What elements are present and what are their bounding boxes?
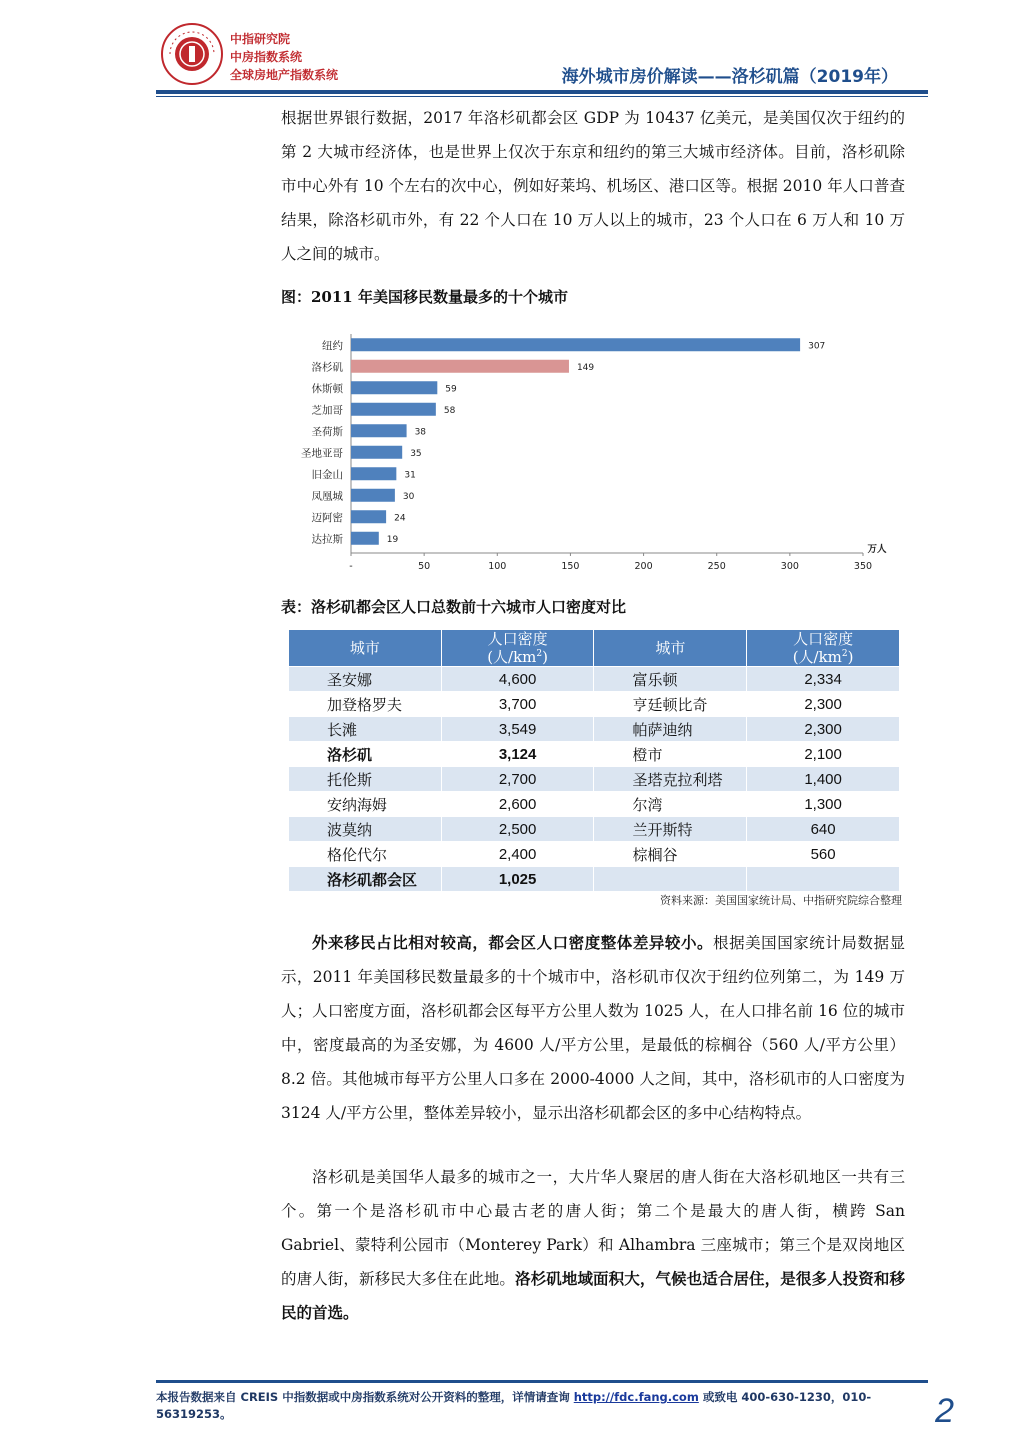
org-line: 中指研究院 (230, 32, 291, 46)
bar (351, 446, 402, 459)
header-density-close: ) (847, 647, 854, 666)
logo-icon (160, 22, 224, 86)
org-names (230, 30, 338, 84)
city-cell: 加登格罗夫 (289, 692, 442, 717)
data-label: 31 (404, 470, 416, 481)
density-cell: 2,600 (441, 792, 594, 817)
table-source: 资料来源：美国国家统计局、中指研究院综合整理 (660, 894, 902, 907)
table-header-row (289, 630, 900, 667)
data-label: 58 (443, 405, 456, 416)
table-row (289, 667, 900, 692)
data-label: 24 (394, 513, 406, 524)
city-cell: 兰开斯特 (594, 817, 747, 842)
header-density (747, 630, 900, 667)
density-cell: 3,700 (441, 692, 594, 717)
bar (351, 424, 407, 437)
bar (351, 532, 379, 545)
x-tick-label: 250 (707, 561, 726, 572)
report-title: 海外城市房价解读——洛杉矶篇（2019年） (561, 67, 898, 87)
footer-text: 本报告数据来自 CREIS 中指数据或中房指数系统对公开资料的整理，详情请查询 (156, 1390, 574, 1404)
unit-label: 万人 (867, 544, 887, 555)
category-label: 休斯顿 (311, 382, 343, 395)
header-density-sup: 2 (536, 648, 543, 659)
city-cell: 橙市 (594, 742, 747, 767)
category-label: 迈阿密 (311, 511, 343, 524)
category-label: 洛杉矶 (311, 361, 343, 374)
header-density-unit: (人/km (487, 647, 537, 666)
density-cell: 2,300 (747, 692, 900, 717)
city-cell: 格伦代尔 (289, 842, 442, 867)
x-tick-label: 300 (780, 561, 799, 572)
paragraph-chinatown (281, 1160, 905, 1330)
table-row (289, 867, 900, 892)
bar (351, 467, 396, 480)
bar (351, 338, 800, 351)
paragraph-immigration (281, 926, 905, 1130)
density-cell: 4,600 (441, 667, 594, 692)
immigration-bar-chart (281, 328, 901, 578)
density-cell (747, 867, 900, 892)
page-number: 2 (935, 1392, 954, 1430)
bar (351, 403, 436, 416)
density-cell: 2,400 (441, 842, 594, 867)
table-title: 表：洛杉矶都会区人口总数前十六城市人口密度对比 (281, 598, 627, 616)
data-label: 149 (576, 362, 595, 373)
city-cell: 亨廷顿比奇 (594, 692, 747, 717)
paragraph-conclusion: 洛杉矶地域面积大，气候也适合居住，是很多人投资和移民的首选。 (281, 1269, 905, 1322)
density-cell: 2,500 (441, 817, 594, 842)
table-row (289, 692, 900, 717)
table-row (289, 842, 900, 867)
table-row (289, 817, 900, 842)
x-tick-label: - (349, 561, 353, 572)
density-cell: 640 (747, 817, 900, 842)
x-tick-label: 200 (634, 561, 653, 572)
category-label: 纽约 (322, 339, 343, 352)
x-tick-label: 100 (488, 561, 507, 572)
city-cell: 富乐顿 (594, 667, 747, 692)
table-row (289, 767, 900, 792)
x-tick-label: 50 (418, 561, 431, 572)
data-label: 19 (386, 534, 399, 545)
figure-title: 图：2011 年美国移民数量最多的十个城市 (281, 288, 568, 306)
city-cell: 托伦斯 (289, 767, 442, 792)
category-label: 圣荷斯 (311, 425, 343, 438)
density-cell: 1,025 (441, 867, 594, 892)
bar (351, 381, 437, 394)
density-cell: 560 (747, 842, 900, 867)
paragraph-lead: 外来移民占比相对较高，都会区人口密度整体差异较小。 (312, 933, 714, 952)
paragraph-body: 根据美国国家统计局数据显示，2011 年美国移民数量最多的十个城市中，洛杉矶市仅次于纽约位列第二，为 149 万人；人口密度方面，洛杉矶都会区每平方公里人数为 1025 人，在人口排名前 16 位的城市中，密度最高的为圣安娜，为 4600 人/平方公里，是最低的棕榈谷（560 人/平方公里）8.2 倍。其他城市每平方公里人口多在 2000-4000 人之间，其中，洛杉矶市的人口密度为 3124 人/平方公里，整体差异较小，显示出洛杉矶都会区的多中心结构特点。 (281, 934, 905, 1122)
city-cell: 长滩 (289, 717, 442, 742)
city-cell: 帕萨迪纳 (594, 717, 747, 742)
bar (351, 360, 569, 373)
paragraph-gdp: 根据世界银行数据，2017 年洛杉矶都会区 GDP 为 10437 亿美元，是美国仅次于纽约的第 2 大城市经济体，也是世界上仅次于东京和纽约的第三大城市经济体。目前，洛杉矶除市中心外有 10 个左右的次中心，例如好莱坞、机场区、港口区等。根据 2010 年人口普查结果，除洛杉矶市外，有 22 个人口在 10 万人以上的城市，23 个人口在 6 万人和 10 万人之间的城市。 (281, 109, 905, 263)
density-cell: 1,400 (747, 767, 900, 792)
data-label: 38 (414, 427, 427, 438)
footer-note (156, 1389, 926, 1423)
header-density (441, 630, 594, 667)
density-cell: 3,124 (441, 742, 594, 767)
density-cell: 3,549 (441, 717, 594, 742)
header-density-label: 人口密度 (487, 629, 548, 648)
table-row (289, 717, 900, 742)
city-cell: 安纳海姆 (289, 792, 442, 817)
header-city: 城市 (594, 630, 747, 667)
bar (351, 489, 395, 502)
density-table (288, 629, 900, 892)
x-tick-label: 350 (853, 561, 873, 572)
footer-link[interactable]: http://fdc.fang.com (573, 1390, 699, 1404)
category-label: 旧金山 (311, 468, 343, 481)
header-divider (156, 90, 928, 94)
density-cell: 2,700 (441, 767, 594, 792)
category-label: 芝加哥 (311, 404, 343, 417)
city-cell (594, 867, 747, 892)
city-cell: 圣塔克拉利塔 (594, 767, 747, 792)
x-tick-label: 150 (561, 561, 580, 572)
header-divider-thin (156, 96, 928, 97)
org-line: 中房指数系统 (230, 50, 303, 64)
header-density-label: 人口密度 (793, 629, 854, 648)
header-density-close: ) (542, 647, 549, 666)
city-cell: 洛杉矶 (289, 742, 442, 767)
category-label: 圣地亚哥 (301, 447, 343, 460)
city-cell: 波莫纳 (289, 817, 442, 842)
header-density-unit: (人/km (792, 647, 842, 666)
header-density-sup: 2 (841, 648, 848, 659)
footer-contact: 或致电 400-630-1230，010-56319253。 (156, 1390, 872, 1421)
city-cell: 尔湾 (594, 792, 747, 817)
city-cell: 洛杉矶都会区 (289, 867, 442, 892)
data-label: 30 (402, 491, 415, 502)
density-cell: 2,334 (747, 667, 900, 692)
data-label: 307 (808, 341, 826, 352)
footer-divider (156, 1380, 928, 1383)
data-label: 35 (410, 448, 422, 459)
category-label: 达拉斯 (311, 533, 343, 546)
city-cell: 圣安娜 (289, 667, 442, 692)
table-row (289, 792, 900, 817)
bar (351, 510, 386, 523)
org-line: 全球房地产指数系统 (230, 68, 339, 82)
paragraph-body: 洛杉矶是美国华人最多的城市之一，大片华人聚居的唐人街在大洛杉矶地区一共有三个。第一个是洛杉矶市中心最古老的唐人街；第二个是最大的唐人街，横跨 San Gabriel、蒙特利公园市（Monterey Park）和 Alhambra 三座城市；第三个是双岗地区的唐人街，新移民大多住在此地。 (281, 1168, 905, 1288)
density-cell: 2,100 (747, 742, 900, 767)
category-label: 凤凰城 (311, 490, 343, 503)
density-cell: 1,300 (747, 792, 900, 817)
header-city: 城市 (289, 630, 442, 667)
data-label: 59 (445, 384, 457, 395)
density-cell: 2,300 (747, 717, 900, 742)
table-row (289, 742, 900, 767)
city-cell: 棕榈谷 (594, 842, 747, 867)
